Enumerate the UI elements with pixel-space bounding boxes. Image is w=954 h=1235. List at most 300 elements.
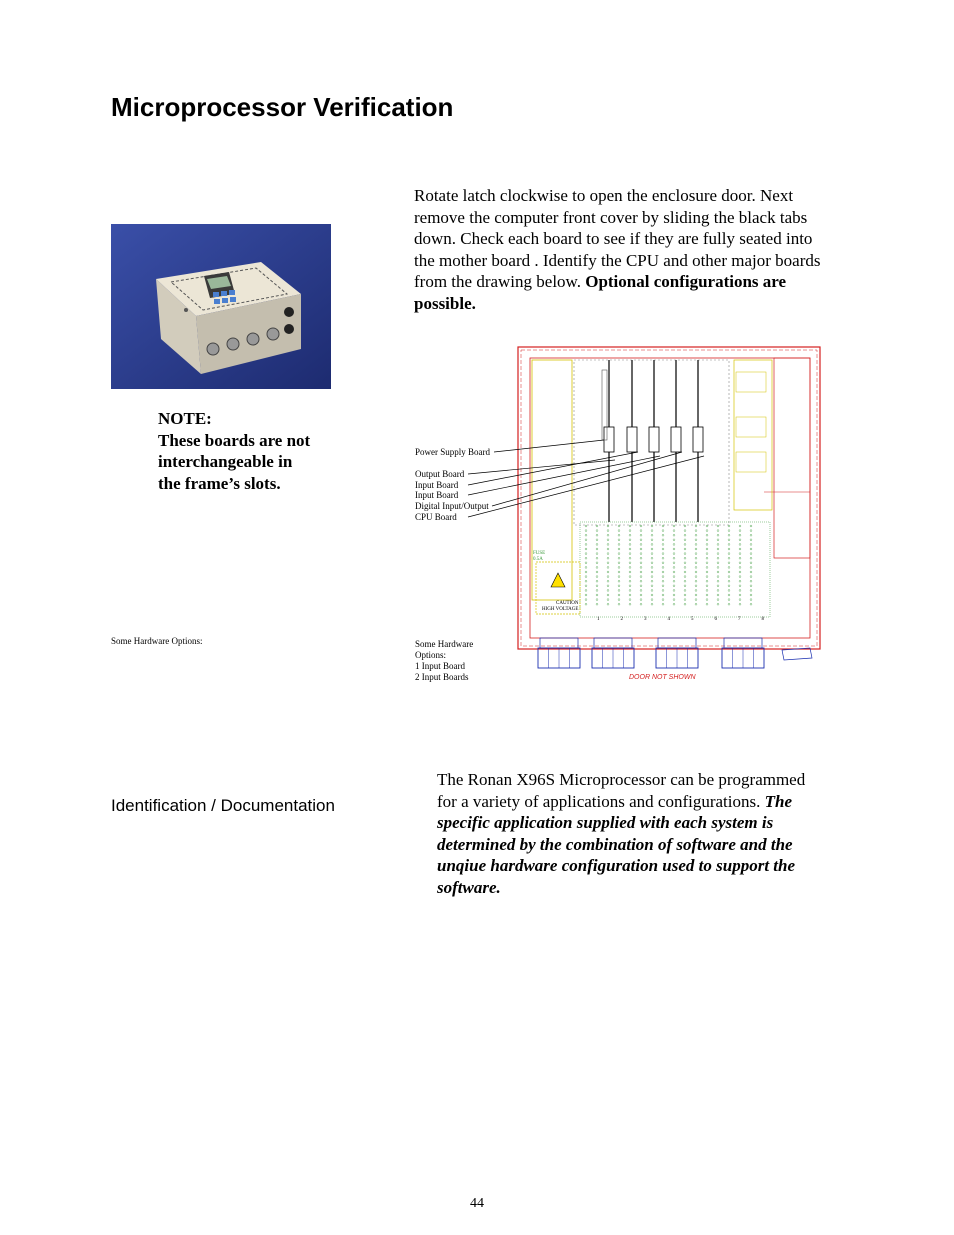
terminal xyxy=(640,567,642,569)
terminal xyxy=(629,594,631,596)
slot-number: 1 xyxy=(597,617,600,622)
terminal xyxy=(684,548,686,550)
terminal xyxy=(684,534,686,536)
terminal xyxy=(585,590,587,592)
terminal xyxy=(607,585,609,587)
terminal xyxy=(695,562,697,564)
terminal xyxy=(706,534,708,536)
board-layout-svg xyxy=(414,342,824,687)
terminal xyxy=(629,585,631,587)
terminal xyxy=(717,567,719,569)
callout-leader xyxy=(494,440,604,452)
terminal xyxy=(717,599,719,601)
terminal xyxy=(717,548,719,550)
terminal xyxy=(640,525,642,527)
cable-gland xyxy=(724,638,762,648)
terminal xyxy=(684,544,686,546)
terminal xyxy=(739,590,741,592)
terminal xyxy=(662,580,664,582)
terminal xyxy=(673,599,675,601)
terminal xyxy=(750,539,752,541)
terminal xyxy=(607,553,609,555)
terminal xyxy=(706,557,708,559)
terminal xyxy=(706,562,708,564)
terminal xyxy=(717,539,719,541)
terminal xyxy=(607,544,609,546)
terminal xyxy=(717,544,719,546)
terminal xyxy=(717,585,719,587)
terminal xyxy=(651,544,653,546)
terminal xyxy=(750,590,752,592)
terminal xyxy=(750,548,752,550)
terminal xyxy=(596,534,598,536)
terminal xyxy=(651,553,653,555)
terminal xyxy=(662,525,664,527)
terminal xyxy=(596,557,598,559)
terminal xyxy=(629,580,631,582)
terminal xyxy=(596,548,598,550)
terminal xyxy=(750,567,752,569)
terminal xyxy=(717,571,719,573)
terminal xyxy=(684,603,686,605)
terminal xyxy=(695,571,697,573)
terminal xyxy=(662,530,664,532)
terminal xyxy=(706,548,708,550)
terminal xyxy=(640,571,642,573)
terminal xyxy=(739,525,741,527)
terminal xyxy=(640,544,642,546)
terminal xyxy=(640,576,642,578)
terminal xyxy=(717,557,719,559)
terminal xyxy=(596,562,598,564)
terminal xyxy=(739,585,741,587)
terminal xyxy=(662,557,664,559)
slot-number: 6 xyxy=(714,617,717,622)
terminal xyxy=(728,567,730,569)
terminal xyxy=(684,567,686,569)
terminal xyxy=(695,580,697,582)
terminal xyxy=(750,544,752,546)
terminal xyxy=(684,576,686,578)
callout-label: CPU Board xyxy=(415,512,457,522)
terminal xyxy=(596,590,598,592)
board-handle xyxy=(604,427,614,452)
terminal xyxy=(695,567,697,569)
terminal xyxy=(673,603,675,605)
terminal xyxy=(684,539,686,541)
terminal xyxy=(739,594,741,596)
intro-text: Rotate latch clockwise to open the enclosure door. Next remove the computer front cover by sliding the black tabs down. Check each board to see if they are fully seated into the mother board . Identify the CPU and other major boards from the drawing below. xyxy=(414,186,821,291)
callout-leader xyxy=(468,460,615,474)
terminal xyxy=(684,553,686,555)
terminal xyxy=(695,576,697,578)
terminal xyxy=(662,544,664,546)
terminal xyxy=(607,567,609,569)
terminal xyxy=(684,562,686,564)
terminal xyxy=(629,557,631,559)
terminal xyxy=(651,548,653,550)
terminal xyxy=(728,571,730,573)
terminal xyxy=(717,576,719,578)
terminal xyxy=(739,539,741,541)
terminal xyxy=(728,530,730,532)
terminal xyxy=(607,599,609,601)
terminal xyxy=(640,530,642,532)
terminal xyxy=(585,534,587,536)
terminal xyxy=(618,557,620,559)
terminal xyxy=(728,534,730,536)
terminal xyxy=(750,571,752,573)
slot-number: 7 xyxy=(738,617,741,622)
terminal xyxy=(717,594,719,596)
high-voltage-label: HIGH VOLTAGE xyxy=(542,607,579,612)
terminal xyxy=(695,603,697,605)
terminal xyxy=(585,562,587,564)
terminal xyxy=(651,580,653,582)
cable-glands xyxy=(538,638,764,668)
terminal xyxy=(651,603,653,605)
terminal xyxy=(750,557,752,559)
terminal xyxy=(596,594,598,596)
terminal xyxy=(706,580,708,582)
identification-heading: Identification / Documentation xyxy=(111,796,335,815)
terminal xyxy=(673,530,675,532)
terminal xyxy=(629,599,631,601)
terminal xyxy=(596,571,598,573)
terminal xyxy=(728,562,730,564)
slot-number: 3 xyxy=(644,617,647,622)
terminal xyxy=(673,585,675,587)
terminal xyxy=(629,567,631,569)
terminal xyxy=(695,530,697,532)
terminal xyxy=(618,571,620,573)
terminal xyxy=(684,590,686,592)
terminal xyxy=(695,553,697,555)
board-layout-diagram xyxy=(414,342,824,687)
terminal xyxy=(607,594,609,596)
terminal xyxy=(673,539,675,541)
terminal xyxy=(596,530,598,532)
fuse-label: FUSE xyxy=(533,551,546,556)
terminal xyxy=(706,590,708,592)
terminal xyxy=(607,580,609,582)
terminal xyxy=(739,599,741,601)
terminal xyxy=(662,539,664,541)
hardware-options-left: Some Hardware Options: xyxy=(111,636,203,646)
terminal xyxy=(695,599,697,601)
terminal xyxy=(739,548,741,550)
enclosure-photo xyxy=(111,224,331,389)
callout-leader xyxy=(468,452,638,485)
terminal xyxy=(750,562,752,564)
cable-gland xyxy=(540,638,578,648)
terminal xyxy=(662,590,664,592)
terminal xyxy=(618,544,620,546)
terminal xyxy=(629,562,631,564)
board-handle xyxy=(671,427,681,452)
intro-paragraph xyxy=(414,185,824,314)
terminal xyxy=(629,603,631,605)
callout-label: Input Board xyxy=(415,480,459,490)
option-1: 1 Input Board xyxy=(415,661,465,671)
terminal xyxy=(673,594,675,596)
terminal xyxy=(596,585,598,587)
option-2: 2 Input Boards xyxy=(415,672,469,682)
board-handle xyxy=(627,427,637,452)
terminal xyxy=(684,525,686,527)
terminal xyxy=(750,534,752,536)
terminal xyxy=(673,562,675,564)
terminal xyxy=(750,553,752,555)
terminal xyxy=(596,544,598,546)
terminal xyxy=(673,576,675,578)
terminal xyxy=(706,544,708,546)
terminal xyxy=(629,548,631,550)
terminal xyxy=(717,590,719,592)
terminal xyxy=(662,599,664,601)
terminal xyxy=(717,580,719,582)
terminal xyxy=(585,576,587,578)
terminal xyxy=(673,571,675,573)
terminal xyxy=(739,603,741,605)
terminal xyxy=(618,585,620,587)
page-number: 44 xyxy=(470,1196,484,1211)
slot-numbers xyxy=(597,617,765,622)
terminal xyxy=(728,553,730,555)
fuse-rating: 0.5A xyxy=(533,557,543,562)
terminal xyxy=(607,525,609,527)
terminal xyxy=(673,590,675,592)
terminal xyxy=(706,571,708,573)
terminal xyxy=(607,557,609,559)
terminal xyxy=(618,603,620,605)
terminal xyxy=(750,603,752,605)
terminal xyxy=(640,548,642,550)
callout-labels xyxy=(415,440,704,522)
terminal xyxy=(673,525,675,527)
terminal xyxy=(585,548,587,550)
terminal xyxy=(618,548,620,550)
terminal xyxy=(640,562,642,564)
terminal xyxy=(585,553,587,555)
terminal xyxy=(662,534,664,536)
terminal xyxy=(673,557,675,559)
cable-gland xyxy=(594,638,632,648)
terminal xyxy=(684,580,686,582)
terminal xyxy=(651,539,653,541)
caution-label: CAUTION xyxy=(556,601,579,606)
terminal xyxy=(596,553,598,555)
terminal xyxy=(629,590,631,592)
terminal xyxy=(750,585,752,587)
terminal xyxy=(706,603,708,605)
terminal xyxy=(607,548,609,550)
terminal xyxy=(695,594,697,596)
ronan-text: The Ronan X96S Microprocessor can be programmed for a variety of applications and configurations. xyxy=(437,770,806,811)
terminal xyxy=(706,594,708,596)
terminal xyxy=(640,557,642,559)
intro-emphasis: Optional configurations are possible. xyxy=(414,272,787,313)
terminal xyxy=(651,534,653,536)
terminal xyxy=(750,594,752,596)
terminal xyxy=(585,557,587,559)
terminal xyxy=(662,603,664,605)
terminal xyxy=(596,599,598,601)
terminal xyxy=(607,562,609,564)
terminal xyxy=(673,544,675,546)
terminal xyxy=(706,599,708,601)
terminal xyxy=(618,594,620,596)
terminal xyxy=(695,544,697,546)
callout-leader xyxy=(468,456,660,495)
terminal xyxy=(618,562,620,564)
ronan-emphasis: The specific application supplied with each system is determined by the combination of software and the unqiue hardware configuration used to support the software. xyxy=(437,791,796,897)
terminal xyxy=(585,580,587,582)
terminal xyxy=(684,530,686,532)
terminal xyxy=(739,534,741,536)
slot-number: 8 xyxy=(761,617,764,622)
terminal xyxy=(640,553,642,555)
terminal xyxy=(673,580,675,582)
terminal xyxy=(629,525,631,527)
note-box xyxy=(158,408,318,494)
terminal xyxy=(607,603,609,605)
callout-label: Input Board xyxy=(415,490,459,500)
terminal xyxy=(585,594,587,596)
terminal xyxy=(695,548,697,550)
door-note: DOOR NOT SHOWN xyxy=(629,674,696,681)
enclosure-photo-drawing xyxy=(111,224,331,389)
terminal xyxy=(618,530,620,532)
terminal xyxy=(673,548,675,550)
terminal xyxy=(618,590,620,592)
page-title: Microprocessor Verification xyxy=(111,92,454,122)
cable-gland xyxy=(658,638,696,648)
terminal xyxy=(651,530,653,532)
terminal xyxy=(717,562,719,564)
terminal xyxy=(728,539,730,541)
board-handle xyxy=(693,427,703,452)
terminal xyxy=(684,557,686,559)
terminal xyxy=(651,567,653,569)
terminal xyxy=(739,557,741,559)
terminal xyxy=(728,585,730,587)
terminal xyxy=(739,544,741,546)
terminal xyxy=(739,530,741,532)
terminal xyxy=(695,585,697,587)
terminal xyxy=(750,599,752,601)
terminal xyxy=(728,557,730,559)
terminal xyxy=(750,525,752,527)
terminal xyxy=(607,590,609,592)
terminal xyxy=(662,571,664,573)
terminal xyxy=(739,580,741,582)
terminal xyxy=(596,603,598,605)
terminal xyxy=(739,553,741,555)
terminal xyxy=(618,567,620,569)
terminal xyxy=(706,585,708,587)
terminal xyxy=(629,539,631,541)
terminal xyxy=(706,539,708,541)
terminal xyxy=(695,539,697,541)
terminal xyxy=(662,585,664,587)
terminal xyxy=(640,539,642,541)
terminal xyxy=(629,571,631,573)
terminal xyxy=(651,525,653,527)
terminal xyxy=(629,530,631,532)
terminal xyxy=(651,599,653,601)
terminal xyxy=(695,525,697,527)
terminal xyxy=(662,548,664,550)
terminal xyxy=(585,603,587,605)
terminal xyxy=(750,576,752,578)
terminal xyxy=(662,562,664,564)
terminal xyxy=(596,539,598,541)
terminal xyxy=(684,585,686,587)
terminal xyxy=(618,576,620,578)
terminal xyxy=(739,562,741,564)
terminal xyxy=(596,576,598,578)
terminal xyxy=(728,548,730,550)
terminal xyxy=(706,567,708,569)
terminal xyxy=(706,530,708,532)
terminal xyxy=(629,534,631,536)
terminal xyxy=(728,603,730,605)
terminal xyxy=(662,567,664,569)
slot-number: 4 xyxy=(667,617,670,622)
terminal xyxy=(728,594,730,596)
terminal xyxy=(585,544,587,546)
terminal xyxy=(585,539,587,541)
terminal xyxy=(717,553,719,555)
callout-label: Power Supply Board xyxy=(415,447,490,457)
terminal xyxy=(684,571,686,573)
terminal xyxy=(750,530,752,532)
slot-number: 5 xyxy=(691,617,694,622)
terminal xyxy=(684,599,686,601)
terminal xyxy=(728,544,730,546)
terminal xyxy=(695,534,697,536)
terminal xyxy=(706,553,708,555)
terminal xyxy=(728,580,730,582)
terminal xyxy=(717,525,719,527)
terminal xyxy=(651,594,653,596)
callout-label: Output Board xyxy=(415,469,465,479)
terminal xyxy=(640,534,642,536)
terminal xyxy=(607,534,609,536)
terminal xyxy=(618,534,620,536)
terminal xyxy=(618,525,620,527)
terminal xyxy=(607,571,609,573)
terminal xyxy=(585,525,587,527)
note-heading: NOTE: xyxy=(158,409,212,428)
callout-leader xyxy=(468,456,704,517)
terminal xyxy=(607,539,609,541)
terminal xyxy=(717,530,719,532)
terminal xyxy=(717,534,719,536)
terminal xyxy=(640,580,642,582)
terminal xyxy=(618,599,620,601)
terminal xyxy=(695,590,697,592)
options-heading-2: Options: xyxy=(415,650,447,660)
terminal xyxy=(585,530,587,532)
terminal xyxy=(739,571,741,573)
terminal xyxy=(618,553,620,555)
terminal-block xyxy=(580,522,770,617)
callout-label: Digital Input/Output xyxy=(415,501,489,511)
terminal xyxy=(651,590,653,592)
terminal xyxy=(618,539,620,541)
